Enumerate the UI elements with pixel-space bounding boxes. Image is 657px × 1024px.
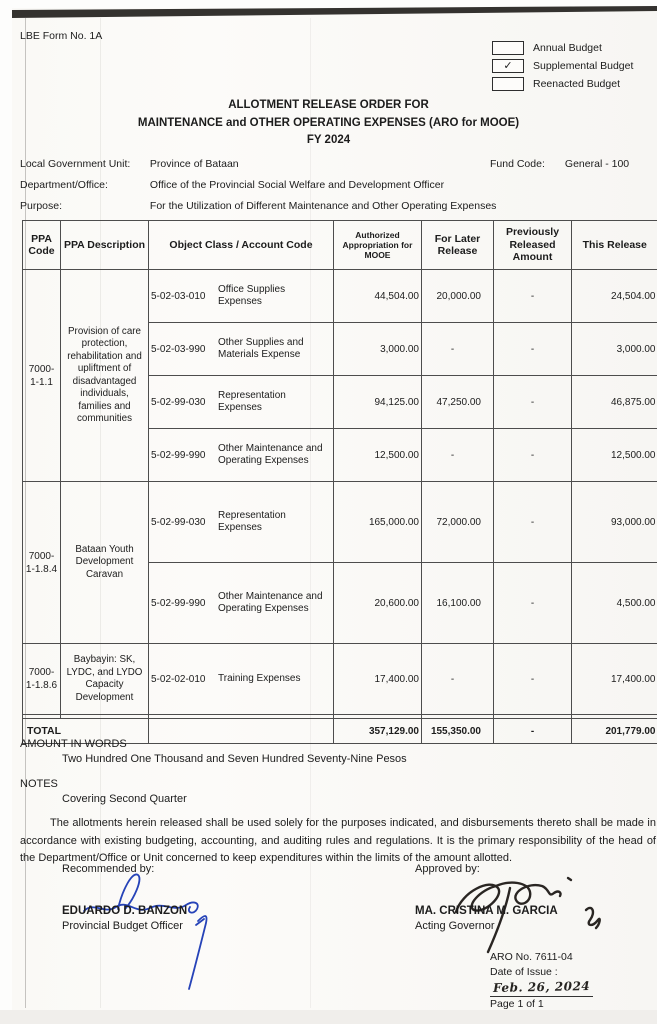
account-title: Representation Expenses <box>218 510 286 533</box>
date-of-issue-handwritten: Feb. 26, 2024 <box>492 978 591 996</box>
field-local-government-unit <box>20 158 239 170</box>
allotment-table <box>22 220 657 744</box>
checkbox-label: Supplemental Budget <box>533 60 634 72</box>
for-later-release-amount: 47,250.00 <box>422 376 494 429</box>
for-later-release-amount: 20,000.00 <box>422 270 494 323</box>
checkbox-row <box>492 39 633 57</box>
field-purpose <box>20 200 496 212</box>
page-number: Page 1 of 1 <box>490 998 544 1010</box>
authorized-amount: 3,000.00 <box>334 323 422 376</box>
checkbox-supplemental-budget[interactable]: ✓ <box>492 59 524 73</box>
authorized-amount: 17,400.00 <box>334 644 422 715</box>
account-cell <box>149 376 334 429</box>
total-label: TOTAL <box>23 719 149 744</box>
budget-type-checkboxes <box>492 39 633 93</box>
account-code: 5-02-03-990 <box>151 343 206 355</box>
notes-paragraph: The allotments herein released shall be used solely for the purposes indicated, and disbursements thereto shall be made in accordance with existing budgeting, accounting, and auditing rules and regulations. It is the primary responsibility of the head of the Department/Office or Unit concerned to keep expenditures within the limits of the amount allotted. <box>20 817 656 864</box>
ppa-code-cell: 7000-1-1.8.4 <box>23 482 61 644</box>
title-line-1: ALLOTMENT RELEASE ORDER FOR <box>228 99 429 111</box>
total-this-release-amount: 201,779.00 <box>572 719 657 744</box>
checkbox-reenacted-budget[interactable] <box>492 77 524 91</box>
header-for-later-release: For Later Release <box>422 221 494 270</box>
account-title: Other Maintenance and Operating Expenses <box>218 443 323 466</box>
table-row <box>23 644 657 715</box>
form-number: LBE Form No. 1A <box>20 30 103 42</box>
account-code: 5-02-99-990 <box>151 449 206 461</box>
account-code: 5-02-03-010 <box>151 290 206 302</box>
previously-released-amount: - <box>494 563 572 644</box>
checkbox-annual-budget[interactable] <box>492 41 524 55</box>
account-code: 5-02-99-030 <box>151 396 206 408</box>
checkbox-label: Reenacted Budget <box>533 78 620 90</box>
notes-label: NOTES <box>20 778 58 790</box>
ppa-code-cell: 7000-1-1.1 <box>23 270 61 482</box>
lgu-value: Province of Bataan <box>149 158 239 170</box>
for-later-release-amount: - <box>422 323 494 376</box>
account-cell <box>149 429 334 482</box>
this-release-amount: 4,500.00 <box>572 563 657 644</box>
account-cell <box>149 323 334 376</box>
previously-released-amount: - <box>494 376 572 429</box>
checkbox-label: Annual Budget <box>533 42 602 54</box>
table-row <box>23 482 657 563</box>
table-body <box>23 270 657 744</box>
previously-released-amount: - <box>494 270 572 323</box>
approved-by-title: Acting Governor <box>415 920 495 932</box>
account-cell <box>149 482 334 563</box>
account-title: Other Maintenance and Operating Expenses <box>218 591 323 614</box>
header-authorized-appropriation: Authorized Appropriation for MOOE <box>334 221 422 270</box>
recommended-by-title: Provincial Budget Officer <box>62 920 183 932</box>
recommended-by-name: EDUARDO D. BANZON <box>62 905 188 917</box>
this-release-amount: 12,500.00 <box>572 429 657 482</box>
approved-by-label: Approved by: <box>415 863 480 875</box>
document-title <box>0 97 657 150</box>
total-previously-released-amount: - <box>494 719 572 744</box>
for-later-release-amount: - <box>422 644 494 715</box>
authorized-amount: 94,125.00 <box>334 376 422 429</box>
this-release-amount: 46,875.00 <box>572 376 657 429</box>
ppa-description-cell: Baybayin: SK, LYDC, and LYDO Capacity Development <box>61 644 149 715</box>
authorized-amount: 12,500.00 <box>334 429 422 482</box>
account-cell <box>149 270 334 323</box>
recommended-by-label: Recommended by: <box>62 863 155 875</box>
account-title: Office Supplies Expenses <box>218 284 286 307</box>
previously-released-amount: - <box>494 644 572 715</box>
header-ppa-code: PPA Code <box>23 221 61 270</box>
header-previously-released: Previously Released Amount <box>494 221 572 270</box>
account-title: Training Expenses <box>218 673 301 684</box>
title-line-3: FY 2024 <box>306 134 351 146</box>
previously-released-amount: - <box>494 429 572 482</box>
for-later-release-amount: 72,000.00 <box>422 482 494 563</box>
this-release-amount: 93,000.00 <box>572 482 657 563</box>
date-of-issue-line <box>490 980 593 997</box>
department-label: Department/Office: <box>20 179 108 191</box>
lgu-label: Local Government Unit: <box>20 158 131 170</box>
account-code: 5-02-02-010 <box>151 673 206 685</box>
this-release-amount: 3,000.00 <box>572 323 657 376</box>
scanner-background-strip <box>0 1010 657 1024</box>
checkbox-row <box>492 57 633 75</box>
ppa-code-cell: 7000-1-1.8.6 <box>23 644 61 715</box>
fund-code-value: General - 100 <box>564 158 630 170</box>
account-cell <box>149 563 334 644</box>
ppa-description-cell: Bataan Youth Development Caravan <box>61 482 149 644</box>
date-of-issue-label: Date of Issue : <box>490 966 558 978</box>
previously-released-amount: - <box>494 482 572 563</box>
account-code: 5-02-99-990 <box>151 597 206 609</box>
authorized-amount: 20,600.00 <box>334 563 422 644</box>
total-authorized-amount: 357,129.00 <box>334 719 422 744</box>
authorized-amount: 44,504.00 <box>334 270 422 323</box>
for-later-release-amount: 16,100.00 <box>422 563 494 644</box>
ppa-description-cell: Provision of care protection, rehabilitation and upliftment of disadvantaged individuals, families and communities <box>61 270 149 482</box>
header-ppa-description: PPA Description <box>61 221 149 270</box>
total-empty-cell <box>149 719 334 744</box>
authorized-amount: 165,000.00 <box>334 482 422 563</box>
for-later-release-amount: - <box>422 429 494 482</box>
approved-by-name: MA. CRISTINA M. GARCIA <box>415 905 558 917</box>
aro-number: ARO No. 7611-04 <box>490 951 573 963</box>
field-fund-code <box>490 158 629 170</box>
amount-in-words-label: AMOUNT IN WORDS <box>20 738 127 750</box>
footer-block <box>490 950 657 1012</box>
date-of-issue-row <box>490 965 657 997</box>
account-title: Representation Expenses <box>218 390 286 413</box>
account-cell <box>149 644 334 715</box>
this-release-amount: 17,400.00 <box>572 644 657 715</box>
total-for-later-release-amount: 155,350.00 <box>422 719 494 744</box>
this-release-amount: 24,504.00 <box>572 270 657 323</box>
amount-in-words-value: Two Hundred One Thousand and Seven Hundred Seventy-Nine Pesos <box>62 753 407 765</box>
title-line-2: MAINTENANCE and OTHER OPERATING EXPENSES (ARO for MOOE) <box>137 116 520 129</box>
table-header-row <box>23 221 657 270</box>
account-title: Other Supplies and Materials Expense <box>218 337 304 360</box>
fund-code-label: Fund Code: <box>490 158 545 170</box>
checkbox-row <box>492 75 633 93</box>
header-this-release: This Release <box>572 221 657 270</box>
purpose-value: For the Utilization of Different Maintenance and Other Operating Expenses <box>149 200 497 212</box>
account-code: 5-02-99-030 <box>151 516 206 528</box>
previously-released-amount: - <box>494 323 572 376</box>
department-value: Office of the Provincial Social Welfare and Development Officer <box>149 179 445 191</box>
purpose-label: Purpose: <box>20 200 63 212</box>
header-object-class: Object Class / Account Code <box>149 221 334 270</box>
notes-value: Covering Second Quarter <box>62 793 187 805</box>
field-department-office <box>20 179 444 191</box>
table-row <box>23 270 657 323</box>
